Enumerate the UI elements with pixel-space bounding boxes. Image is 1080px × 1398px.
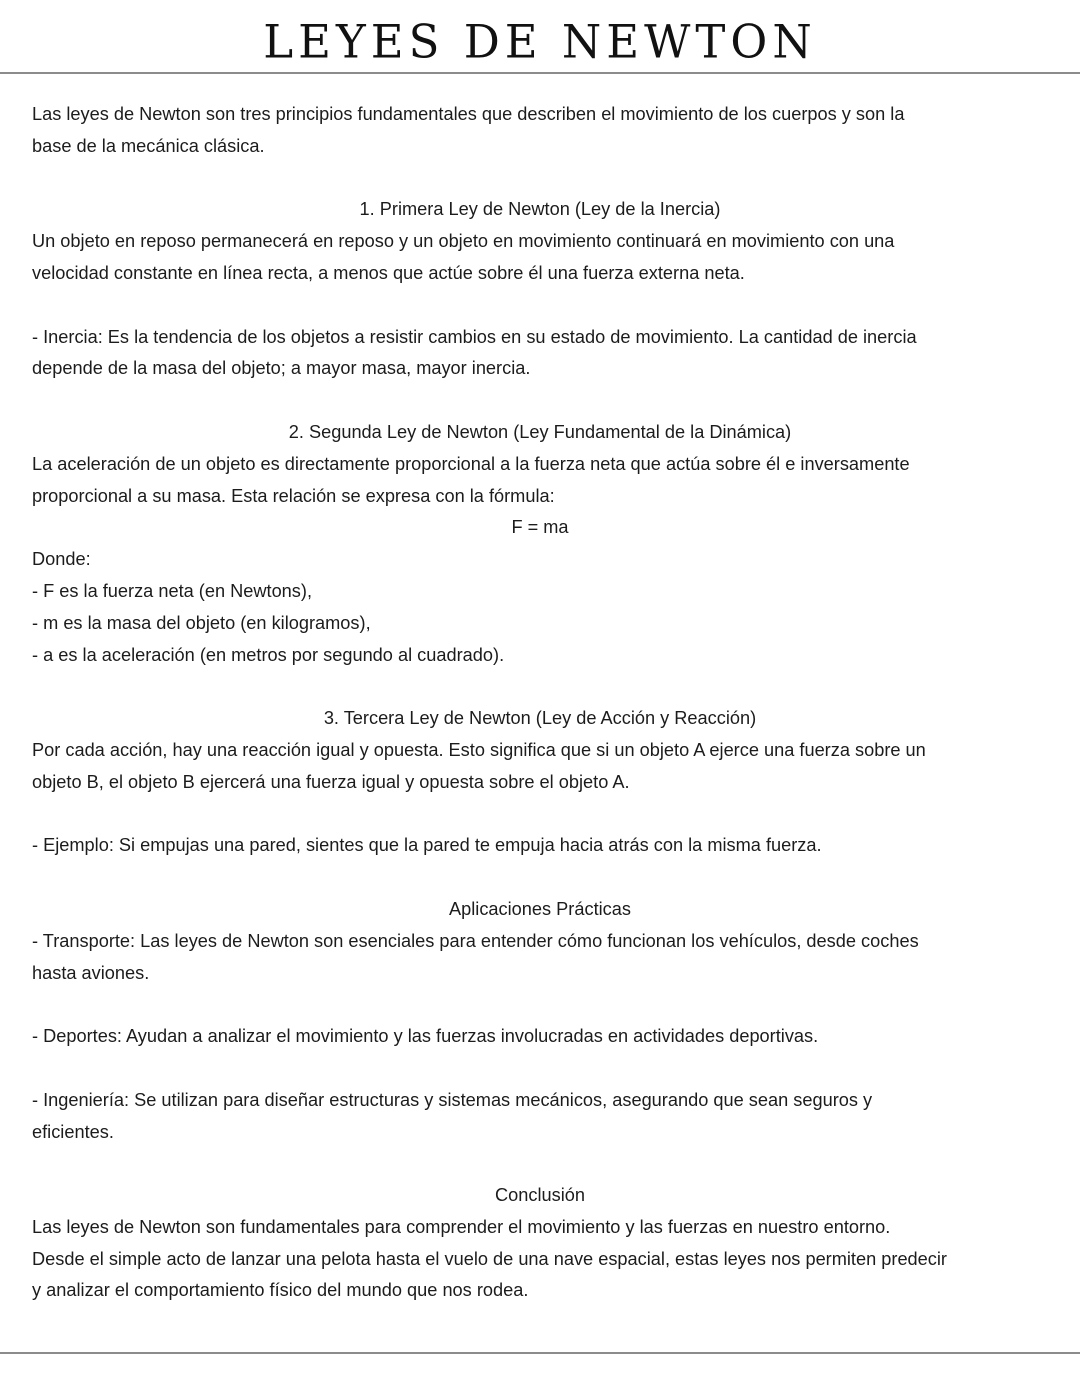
header-divider bbox=[0, 72, 1080, 74]
intro-line: base de la mecánica clásica. bbox=[32, 135, 265, 156]
formula: F = ma bbox=[511, 517, 569, 538]
third-law-section bbox=[32, 703, 1062, 862]
third-law-line: Por cada acción, hay una reacción igual y opuesta. Esto significa que si un objeto A ejerce una fuerza sobre un bbox=[32, 739, 926, 760]
third-law-heading: 3. Tercera Ley de Newton (Ley de Acción y Reacción) bbox=[323, 708, 757, 729]
variable-item: - F es la fuerza neta (en Newtons), bbox=[32, 580, 313, 601]
spacer bbox=[32, 989, 1062, 1021]
applications-section bbox=[32, 894, 1062, 1148]
inertia-note-line: depende de la masa del objeto; a mayor masa, mayor inercia. bbox=[32, 358, 531, 379]
second-law-heading: 2. Segunda Ley de Newton (Ley Fundamental de la Dinámica) bbox=[288, 421, 792, 442]
where-label: Donde: bbox=[32, 549, 91, 570]
second-law-section bbox=[32, 417, 1062, 671]
application-sports-line: - Deportes: Ayudan a analizar el movimiento y las fuerzas involucradas en actividades deportivas. bbox=[32, 1026, 819, 1047]
inertia-note-line: - Inercia: Es la tendencia de los objetos a resistir cambios en su estado de movimiento. La cantidad de inercia bbox=[32, 326, 917, 347]
second-law-line: La aceleración de un objeto es directamente proporcional a la fuerza neta que actúa sobre él e inversamente bbox=[32, 453, 910, 474]
conclusion-line: Las leyes de Newton son fundamentales para comprender el movimiento y las fuerzas en nuestro entorno. bbox=[32, 1216, 891, 1237]
spacer bbox=[32, 1053, 1062, 1085]
first-law-line: velocidad constante en línea recta, a menos que actúe sobre él una fuerza externa neta. bbox=[32, 262, 745, 283]
page-title: LEYES DE NEWTON bbox=[263, 14, 817, 69]
application-transport-line: hasta aviones. bbox=[32, 962, 150, 983]
spacer bbox=[32, 799, 1062, 831]
spacer bbox=[32, 862, 1062, 894]
application-engineering-line: eficientes. bbox=[32, 1121, 114, 1142]
variable-item: - m es la masa del objeto (en kilogramos), bbox=[32, 612, 371, 633]
conclusion-line: Desde el simple acto de lanzar una pelota hasta el vuelo de una nave espacial, estas leyes nos permiten predecir bbox=[32, 1248, 947, 1269]
document-body bbox=[32, 99, 1062, 1307]
application-transport-line: - Transporte: Las leyes de Newton son esenciales para entender cómo funcionan los vehículos, desde coches bbox=[32, 930, 919, 951]
first-law-heading: 1. Primera Ley de Newton (Ley de la Inercia) bbox=[359, 199, 721, 220]
conclusion-line: y analizar el comportamiento físico del mundo que nos rodea. bbox=[32, 1280, 529, 1301]
third-law-line: objeto B, el objeto B ejercerá una fuerza igual y opuesta sobre el objeto A. bbox=[32, 771, 630, 792]
footer-divider bbox=[0, 1352, 1080, 1354]
first-law-section bbox=[32, 194, 1062, 385]
conclusion-section bbox=[32, 1180, 1062, 1307]
first-law-line: Un objeto en reposo permanecerá en reposo y un objeto en movimiento continuará en movimiento con una bbox=[32, 231, 895, 252]
intro-section bbox=[32, 99, 1062, 163]
second-law-line: proporcional a su masa. Esta relación se expresa con la fórmula: bbox=[32, 485, 555, 506]
example-line: - Ejemplo: Si empujas una pared, sientes que la pared te empuja hacia atrás con la misma fuerza. bbox=[32, 835, 822, 856]
conclusion-heading: Conclusión bbox=[495, 1185, 585, 1206]
spacer bbox=[32, 385, 1062, 417]
applications-heading: Aplicaciones Prácticas bbox=[449, 898, 631, 919]
spacer bbox=[32, 1148, 1062, 1180]
spacer bbox=[32, 290, 1062, 322]
spacer bbox=[32, 163, 1062, 195]
intro-line: Las leyes de Newton son tres principios fundamentales que describen el movimiento de los cuerpos y son la bbox=[32, 104, 905, 124]
variable-item: - a es la aceleración (en metros por segundo al cuadrado). bbox=[32, 644, 505, 665]
spacer bbox=[32, 671, 1062, 703]
application-engineering-line: - Ingeniería: Se utilizan para diseñar estructuras y sistemas mecánicos, asegurando que sean seguros y bbox=[32, 1089, 873, 1110]
